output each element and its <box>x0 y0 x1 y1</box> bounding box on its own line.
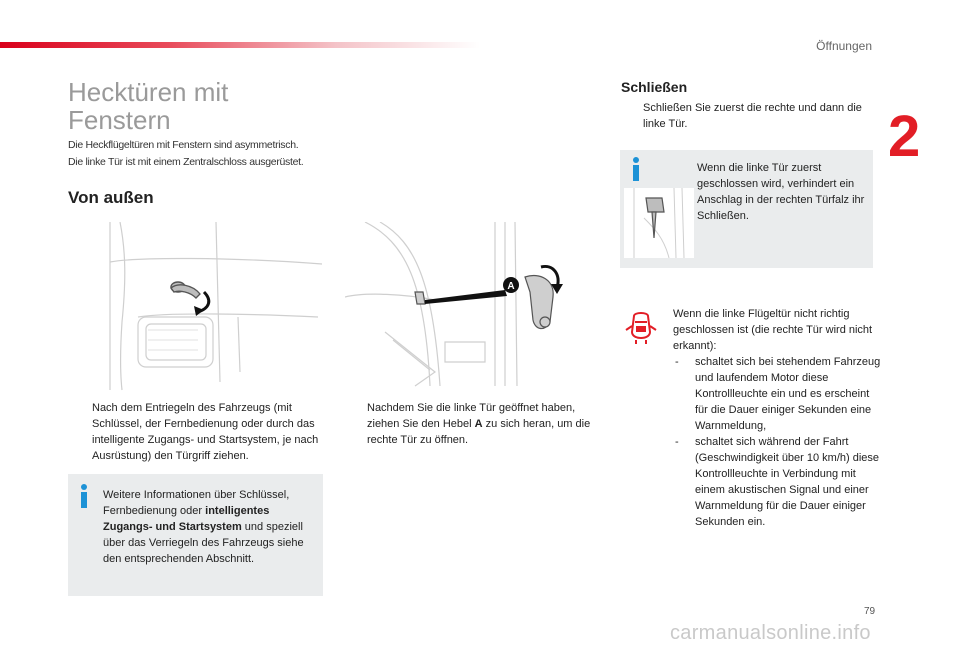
info-box-text-b: und speziell über das Verriegeln des Fahrzeugs siehe den entsprechenden Abschnitt. <box>103 521 304 565</box>
door-open-warning-lamp-icon <box>624 310 658 346</box>
intro-line-2: Die linke Tür ist mit einem Zentralschloss ausgerüstet. <box>68 156 304 168</box>
warning-item-2: schaltet sich während der Fahrt (Geschwindigkeit über 10 km/h) diese Kontrollleuchte in Verbindung mit einem akustischen Signal und einer Warnmeldung für die Dauer einiger Sekunden ein. <box>695 436 880 528</box>
info-box-text <box>103 487 317 567</box>
warning-item-1: schaltet sich bei stehendem Fahrzeug und laufendem Motor diese Kontrollleuchte ein und es erscheint für die Dauer einiger Sekunden eine Warnmeldung, <box>695 356 881 432</box>
outside-step-1 <box>70 400 325 464</box>
outside-step-2-text-a: Nachdem Sie die linke Tür geöffnet haben, ziehen Sie den Hebel <box>367 402 576 430</box>
intro-text <box>68 137 368 171</box>
header-accent-bar <box>0 42 480 48</box>
info-icon <box>630 157 642 181</box>
outside-step-2 <box>345 400 597 448</box>
watermark: carmanualsonline.info <box>670 622 871 644</box>
warning-text <box>673 306 883 530</box>
list-dash: - <box>675 356 679 368</box>
outside-step-2-text <box>345 400 597 448</box>
outside-heading: Von außen <box>68 188 154 207</box>
list-item <box>673 354 883 434</box>
list-dash: - <box>675 436 679 448</box>
chapter-number: 2 <box>888 104 921 169</box>
warning-intro: Wenn die linke Flügeltür nicht richtig geschlossen ist (die rechte Tür wird nicht erkannt): <box>673 308 873 352</box>
outside-step-1-text: Nach dem Entriegeln des Fahrzeugs (mit Schlüssel, der Fernbedienung oder durch das intelligente Zugangs- und Startsystem, je nach Ausrüstung) den Türgriff ziehen. <box>92 402 319 462</box>
door-handle-illustration <box>108 222 323 392</box>
info-icon <box>78 484 90 508</box>
outside-step-2-text-b: zu sich heran, um die rechte Tür zu öffnen. <box>367 418 591 446</box>
lever-a-reference: A <box>474 418 483 430</box>
lever-a-label: A <box>507 281 515 292</box>
closing-info-text: Wenn die linke Tür zuerst geschlossen wird, verhindert ein Anschlag in der rechten Türfalz ihr Schließen. <box>697 162 865 222</box>
info-box-text-a: Weitere Informationen über Schlüssel, Fernbedienung oder <box>103 489 290 517</box>
intro-line-1: Die Heckflügeltüren mit Fenstern sind asymmetrisch. <box>68 139 299 151</box>
closing-step-1 <box>621 100 866 132</box>
closing-step-1-text: Schließen Sie zuerst die rechte und dann die linke Tür. <box>643 102 862 130</box>
list-item <box>673 434 883 530</box>
lever-a-illustration <box>345 222 590 387</box>
warning-list <box>673 354 883 530</box>
door-stop-illustration <box>624 188 694 258</box>
closing-heading: Schließen <box>621 79 688 95</box>
info-box-text-bold: intelligentes Zugangs- und Startsystem <box>103 505 270 533</box>
page-number: 79 <box>864 606 876 617</box>
page-title: Hecktüren mit Fenstern <box>68 77 229 135</box>
section-title: Öffnungen <box>816 39 872 53</box>
